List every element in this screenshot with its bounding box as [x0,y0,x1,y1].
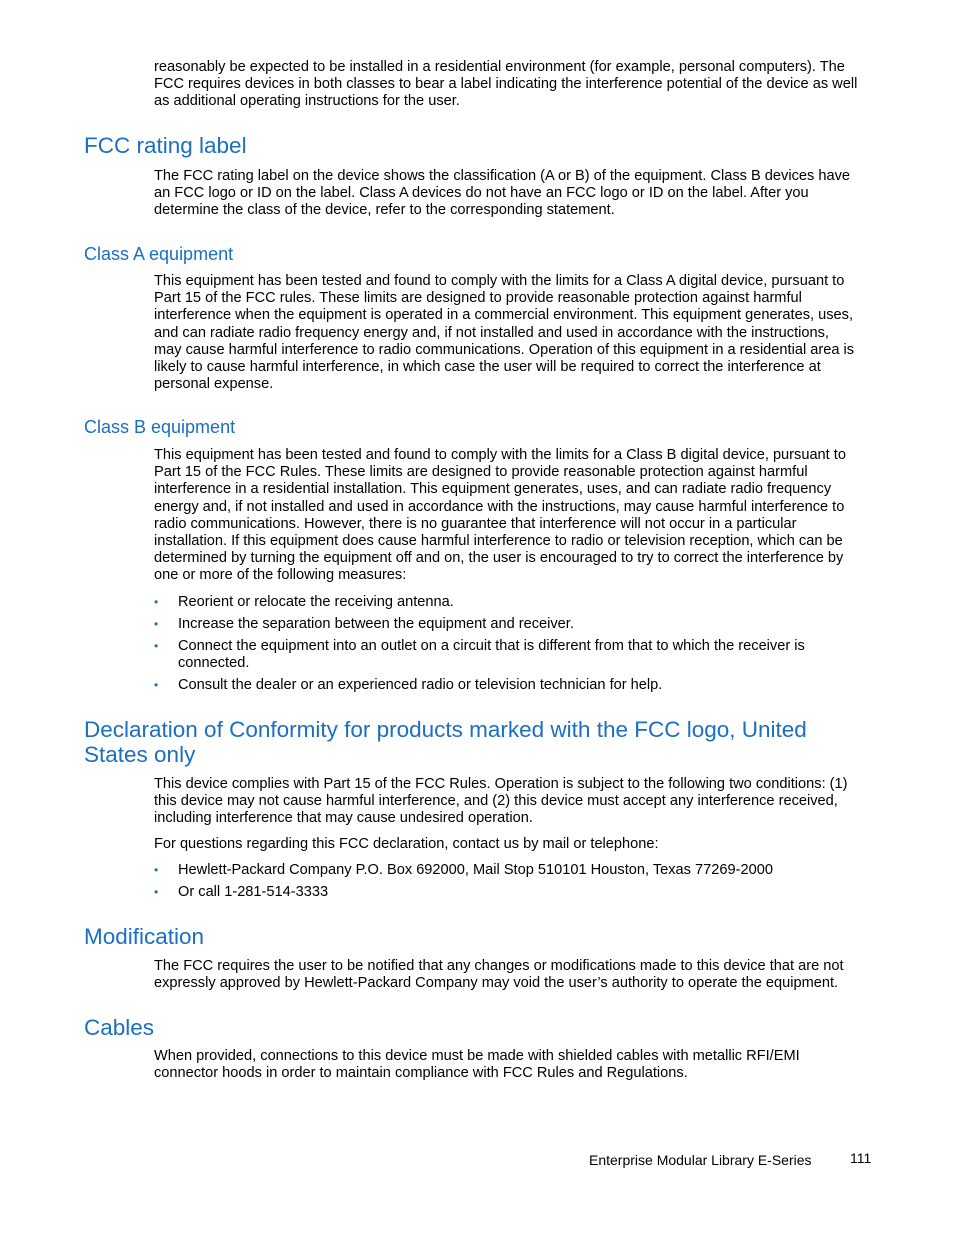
list-item-text: Hewlett-Packard Company P.O. Box 692000, Mail Stop 510101 Houston, Texas 77269-2000 [178,862,773,878]
bullet-dot-icon: • [154,639,159,653]
bullet-dot-icon: • [154,595,159,609]
list-item-text: Connect the equipment into an outlet on a circuit that is different from that to which the receiver is connected. [178,638,805,672]
list-item [154,638,860,672]
footer-document-title: Enterprise Modular Library E-Series [589,1152,812,1168]
list-item [154,677,860,694]
heading-modification: Modification [84,924,205,949]
modification-paragraph: The FCC requires the user to be notified that any changes or modifications made to this device that are not expressly approved by Hewlett-Packard Company may void the user’s authority to operate the equipment. [154,958,844,992]
heading-declaration-of-conformity: Declaration of Conformity for products marked with the FCC logo, United States only [84,717,807,767]
list-item [154,884,860,901]
list-item-text: Reorient or relocate the receiving antenna. [178,594,454,610]
class-a-paragraph: This equipment has been tested and found to comply with the limits for a Class A digital device, pursuant to Part 15 of the FCC rules. These limits are designed to provide reasonable protection against harmful interference when the equipment is operated in a commercial environment. This equipment generates, uses, and can radiate radio frequency energy and, if not installed and used in accordance with the instructions, may cause harmful interference to radio communications. Operation of this equipment in a residential area is likely to cause harmful interference, in which case the user will be required to correct the interference at personal expense. [154,273,855,393]
list-item-text: Increase the separation between the equipment and receiver. [178,616,574,632]
fcc-rating-label-paragraph: The FCC rating label on the device shows the classification (A or B) of the equipment. Class B devices have an FCC logo or ID on the label. Class A devices do not have an FCC logo or ID on the label. After you determine the class of the device, refer to the corresponding statement. [154,168,850,219]
bullet-dot-icon: • [154,678,159,693]
declaration-paragraph: This device complies with Part 15 of the FCC Rules. Operation is subject to the following two conditions: (1) this device may not cause harmful interference, and (2) this device must accept any interference received, including interference that may cause undesired operation. [154,776,848,827]
class-b-measures-list [154,594,860,699]
footer-page-number: 111 [850,1150,872,1166]
declaration-contact-list [154,862,860,906]
bullet-dot-icon: • [154,863,159,877]
list-item-text: Consult the dealer or an experienced radio or television technician for help. [178,677,663,694]
heading-class-b-equipment: Class B equipment [84,417,236,437]
list-item [154,616,860,633]
list-item [154,862,860,879]
cables-paragraph: When provided, connections to this device must be made with shielded cables with metallic RFI/EMI connector hoods in order to maintain compliance with FCC Rules and Regulations. [154,1048,800,1082]
bullet-dot-icon: • [154,617,159,631]
declaration-contact-paragraph: For questions regarding this FCC declaration, contact us by mail or telephone: [154,836,659,852]
intro-paragraph: reasonably be expected to be installed in a residential environment (for example, personal computers). The FCC requires devices in both classes to bear a label indicating the interference potential of the device as well as additional operating instructions for the user. [154,59,858,110]
heading-fcc-rating-label: FCC rating label [84,133,247,158]
heading-class-a-equipment: Class A equipment [84,244,234,264]
heading-cables: Cables [84,1015,155,1040]
list-item-text: Or call 1-281-514-3333 [178,884,329,900]
bullet-dot-icon: • [154,885,159,899]
list-item [154,594,860,611]
class-b-paragraph: This equipment has been tested and found to comply with the limits for a Class B digital device, pursuant to Part 15 of the FCC Rules. These limits are designed to provide reasonable protection against harmful interference in a residential installation. This equipment generates, uses, and can radiate radio frequency energy and, if not installed and used in accordance with the instructions, may cause harmful interference to radio communications. However, there is no guarantee that interference will not occur in a particular installation. If this equipment does cause harmful interference to radio or television reception, which can be determined by turning the equipment off and on, the user is encouraged to try to correct the interference by one or more of the following measures: [154,447,846,584]
